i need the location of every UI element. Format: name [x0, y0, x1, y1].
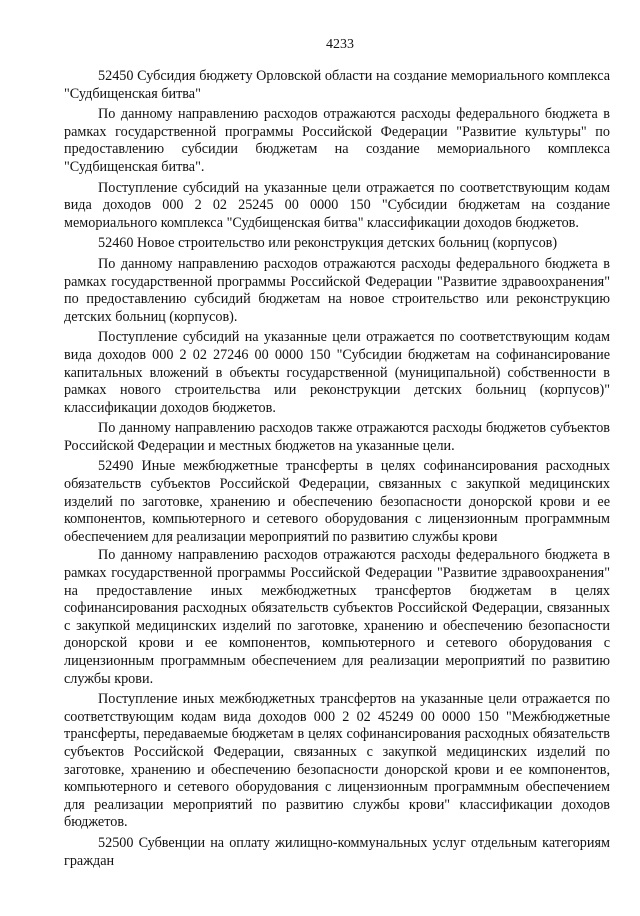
paragraph-52460-revenue: Поступление субсидий на указанные цели отражается по соответствующим кодам вида доходов 000 2 02 27246 00 0000 150 "Субсидии бюджетам на софинансирование капитальных вложений в объекты государственной (муниципальной) собственности в рамках нового строительства или реконструкции детских больниц (корпусов)" классификации доходов бюджетов. [64, 329, 610, 416]
paragraph-52450-revenue: Поступление субсидий на указанные цели отражается по соответствующим кодам вида доходов 000 2 02 25245 00 0000 150 "Субсидии бюджетам на создание мемориального комплекса "Судбищенская битва" классификации доходов бюджетов. [64, 179, 610, 231]
paragraph-52460-regional: По данному направлению расходов также отражаются расходы бюджетов субъектов Российской Федерации и местных бюджетов на указанные цели. [64, 420, 610, 454]
paragraph-52450-description: По данному направлению расходов отражаются расходы федерального бюджета в рамках государственной программы Российской Федерации "Развитие культуры" по предоставлению субсидии бюджетам на создание мемориального комплекса "Судбищенская битва". [64, 106, 610, 175]
paragraph-52500-heading: 52500 Субвенции на оплату жилищно-коммунальных услуг отдельным категориям граждан [64, 834, 610, 869]
paragraph-52460-heading: 52460 Новое строительство или реконструкция детских больниц (корпусов) [98, 235, 558, 252]
page-number: 4233 [326, 37, 354, 52]
paragraph-52490-revenue: Поступление иных межбюджетных трансфертов на указанные цели отражается по соответствующим кодам вида доходов 000 2 02 45249 00 0000 150 "Межбюджетные трансферты, передаваемые бюджетам в целях софинансирования расходных обязательств субъектов Российской Федерации, связанных с закупкой медицинских изделий по заготовке, хранению и обеспечению безопасности донорской крови и ее компонентов, компьютерного и сетевого оборудования с лицензионным программным обеспечением для реализации мероприятий по развитию службы крови" классификации доходов бюджетов. [64, 691, 610, 831]
paragraph-52490-heading: 52490 Иные межбюджетные трансферты в целях софинансирования расходных обязательств субъектов Российской Федерации, связанных с закупкой медицинских изделий по заготовке, хранению и обеспечению безопасности донорской крови и ее компонентов, компьютерного и сетевого оборудования с лицензионным программным обеспечением для реализации мероприятий по развитию службы крови [64, 458, 610, 545]
paragraph-52450-heading: 52450 Субсидия бюджету Орловской области на создание мемориального комплекса "Судбищенская битва" [64, 68, 610, 102]
paragraph-52460-description: По данному направлению расходов отражаются расходы федерального бюджета в рамках государственной программы Российской Федерации "Развитие здравоохранения" по предоставлению субсидий бюджетам на новое строительство или реконструкцию детских больниц (корпусов). [64, 255, 610, 325]
paragraph-52490-description: По данному направлению расходов отражаются расходы федерального бюджета в рамках государственной программы Российской Федерации "Развитие здравоохранения" на предоставление иных межбюджетных трансфертов бюджетам в целях софинансирования расходных обязательств субъектов Российской Федерации, связанных с закупкой медицинских изделий по заготовке, хранению и обеспечению безопасности донорской крови и ее компонентов, компьютерного и сетевого оборудования с лицензионным программным обеспечением для реализации мероприятий по развитию службы крови. [64, 547, 610, 687]
